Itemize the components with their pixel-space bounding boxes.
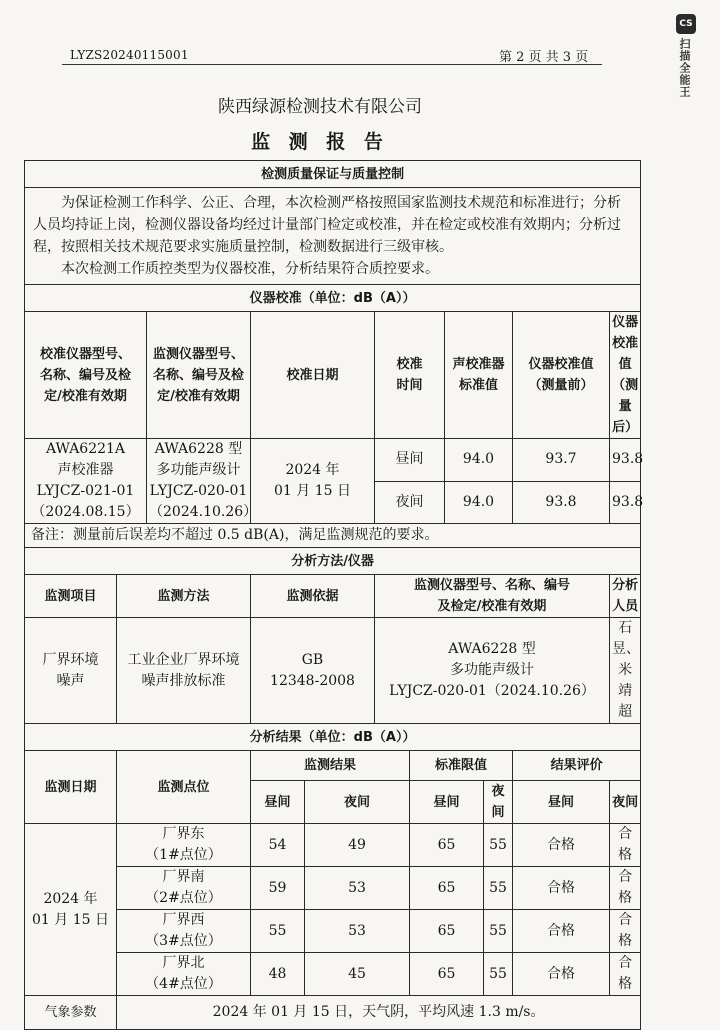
weather-label: 气象参数 bbox=[25, 996, 117, 1030]
header-rule bbox=[62, 64, 602, 65]
result-day-cell: 54 bbox=[251, 824, 305, 867]
results-header-row bbox=[25, 751, 641, 781]
result-day-header: 昼间 bbox=[251, 781, 305, 824]
limit-night-header: 夜间 bbox=[484, 781, 513, 824]
eval-day-cell: 合格 bbox=[513, 867, 610, 910]
eval-night-cell: 合格 bbox=[610, 867, 641, 910]
limit-night-cell: 55 bbox=[484, 867, 513, 910]
method-row bbox=[25, 618, 641, 724]
result-night-cell: 49 bbox=[305, 824, 410, 867]
calib-device-cell: AWA6221A 声校准器 LYJCZ-021-01 （2024.08.15） bbox=[25, 439, 147, 524]
method-section-title: 分析方法/仪器 bbox=[25, 548, 641, 575]
table-row bbox=[25, 867, 641, 910]
eval-day-header: 昼间 bbox=[513, 781, 610, 824]
before-value-cell: 93.7 bbox=[513, 439, 610, 482]
evaluation-header: 结果评价 bbox=[513, 751, 641, 781]
monitor-device-cell: AWA6228 型 多功能声级计 LYJCZ-020-01 （2024.10.26） bbox=[147, 439, 251, 524]
monitor-item-cell: 厂界环境 噪声 bbox=[25, 618, 117, 724]
monitor-device-cell: AWA6228 型 多功能声级计 LYJCZ-020-01（2024.10.26） bbox=[375, 618, 610, 724]
monitor-device-header: 监测仪器型号、 名称、编号及检 定/校准有效期 bbox=[147, 312, 251, 439]
before-value-header: 仪器校准值 （测量前） bbox=[513, 312, 610, 439]
eval-night-cell: 合格 bbox=[610, 953, 641, 996]
watermark-text: 扫描全能王 bbox=[678, 38, 691, 98]
qa-paragraph-2: 本次检测工作质控类型为仪器校准，分析结果符合质控要求。 bbox=[61, 261, 439, 277]
calib-date-header: 校准日期 bbox=[251, 312, 375, 439]
result-night-cell: 53 bbox=[305, 910, 410, 953]
calib-time-cell: 昼间 bbox=[375, 439, 445, 482]
result-night-header: 夜间 bbox=[305, 781, 410, 824]
standard-value-cell: 94.0 bbox=[445, 481, 513, 524]
calibration-header-row bbox=[25, 312, 641, 439]
calibration-note: 备注：测量前后误差均不超过 0.5 dB(A)，满足监测规范的要求。 bbox=[25, 524, 641, 548]
eval-night-cell: 合格 bbox=[610, 824, 641, 867]
after-value-header: 仪器校准值 （测量后） bbox=[610, 312, 641, 439]
analyst-cell: 石昱、米靖超 bbox=[610, 618, 641, 724]
calib-device-header: 校准仪器型号、 名称、编号及检 定/校准有效期 bbox=[25, 312, 147, 439]
limit-day-cell: 65 bbox=[410, 910, 484, 953]
weather-text: 2024 年 01 月 15 日，天气阴，平均风速 1.3 m/s。 bbox=[117, 996, 641, 1030]
qa-section-title: 检测质量保证与质量控制 bbox=[25, 161, 641, 188]
calib-time-header: 校准 时间 bbox=[375, 312, 445, 439]
camscanner-watermark bbox=[676, 14, 706, 114]
monitor-date-header: 监测日期 bbox=[25, 751, 117, 824]
monitor-point-cell: 厂界东 （1#点位） bbox=[117, 824, 251, 867]
calib-time-cell: 夜间 bbox=[375, 481, 445, 524]
monitor-device-header: 监测仪器型号、名称、编号 及检定/校准有效期 bbox=[375, 575, 610, 618]
company-name: 陕西绿源检测技术有限公司 bbox=[218, 97, 422, 117]
limit-night-cell: 55 bbox=[484, 824, 513, 867]
eval-day-cell: 合格 bbox=[513, 910, 610, 953]
limit-day-header: 昼间 bbox=[410, 781, 484, 824]
eval-night-header: 夜间 bbox=[610, 781, 641, 824]
after-value-cell: 93.8 bbox=[610, 481, 641, 524]
result-header: 监测结果 bbox=[251, 751, 410, 781]
limit-day-cell: 65 bbox=[410, 953, 484, 996]
eval-night-cell: 合格 bbox=[610, 910, 641, 953]
method-header-row bbox=[25, 575, 641, 618]
result-night-cell: 53 bbox=[305, 867, 410, 910]
standard-value-header: 声校准器 标准值 bbox=[445, 312, 513, 439]
before-value-cell: 93.8 bbox=[513, 481, 610, 524]
camscanner-logo-icon: CS bbox=[676, 14, 696, 34]
weather-row bbox=[25, 996, 641, 1030]
monitor-point-cell: 厂界西 （3#点位） bbox=[117, 910, 251, 953]
calib-date-cell: 2024 年 01 月 15 日 bbox=[251, 439, 375, 524]
after-value-cell: 93.8 bbox=[610, 439, 641, 482]
calibration-section-title: 仪器校准（单位：dB（A）） bbox=[25, 285, 641, 312]
limit-night-cell: 55 bbox=[484, 910, 513, 953]
results-section-title: 分析结果（单位：dB（A）） bbox=[25, 724, 641, 751]
qa-paragraph-1: 为保证检测工作科学、公正、合理，本次检测严格按照国家监测技术规范和标准进行；分析人员均持证上岗，检测仪器设备均经过计量部门检定或校准，并在检定或校准有效期内；分析过程，按照相关技术规范要求实施质量控制，检测数据进行三级审核。 bbox=[33, 195, 621, 255]
standard-value-cell: 94.0 bbox=[445, 439, 513, 482]
monitor-point-header: 监测点位 bbox=[117, 751, 251, 824]
result-day-cell: 55 bbox=[251, 910, 305, 953]
monitor-basis-header: 监测依据 bbox=[251, 575, 375, 618]
monitor-point-cell: 厂界北 （4#点位） bbox=[117, 953, 251, 996]
monitor-item-header: 监测项目 bbox=[25, 575, 117, 618]
report-title: 监 测 报 告 bbox=[251, 131, 389, 153]
report-code: LYZS20240115001 bbox=[70, 48, 189, 62]
table-row bbox=[25, 824, 641, 867]
eval-day-cell: 合格 bbox=[513, 953, 610, 996]
limit-header: 标准限值 bbox=[410, 751, 513, 781]
limit-day-cell: 65 bbox=[410, 867, 484, 910]
table-row bbox=[25, 910, 641, 953]
result-night-cell: 45 bbox=[305, 953, 410, 996]
result-day-cell: 48 bbox=[251, 953, 305, 996]
limit-day-cell: 65 bbox=[410, 824, 484, 867]
monitor-method-header: 监测方法 bbox=[117, 575, 251, 618]
qa-text bbox=[25, 188, 641, 285]
analyst-header: 分析人员 bbox=[610, 575, 641, 618]
monitor-point-cell: 厂界南 （2#点位） bbox=[117, 867, 251, 910]
table-row bbox=[25, 953, 641, 996]
result-day-cell: 59 bbox=[251, 867, 305, 910]
limit-night-cell: 55 bbox=[484, 953, 513, 996]
monitor-method-cell: 工业企业厂界环境 噪声排放标准 bbox=[117, 618, 251, 724]
page-indicator: 第 2 页 共 3 页 bbox=[499, 50, 589, 65]
monitor-basis-cell: GB 12348-2008 bbox=[251, 618, 375, 724]
monitor-date-cell: 2024 年 01 月 15 日 bbox=[25, 824, 117, 996]
eval-day-cell: 合格 bbox=[513, 824, 610, 867]
report-table bbox=[24, 160, 644, 1030]
calibration-row bbox=[25, 439, 641, 482]
